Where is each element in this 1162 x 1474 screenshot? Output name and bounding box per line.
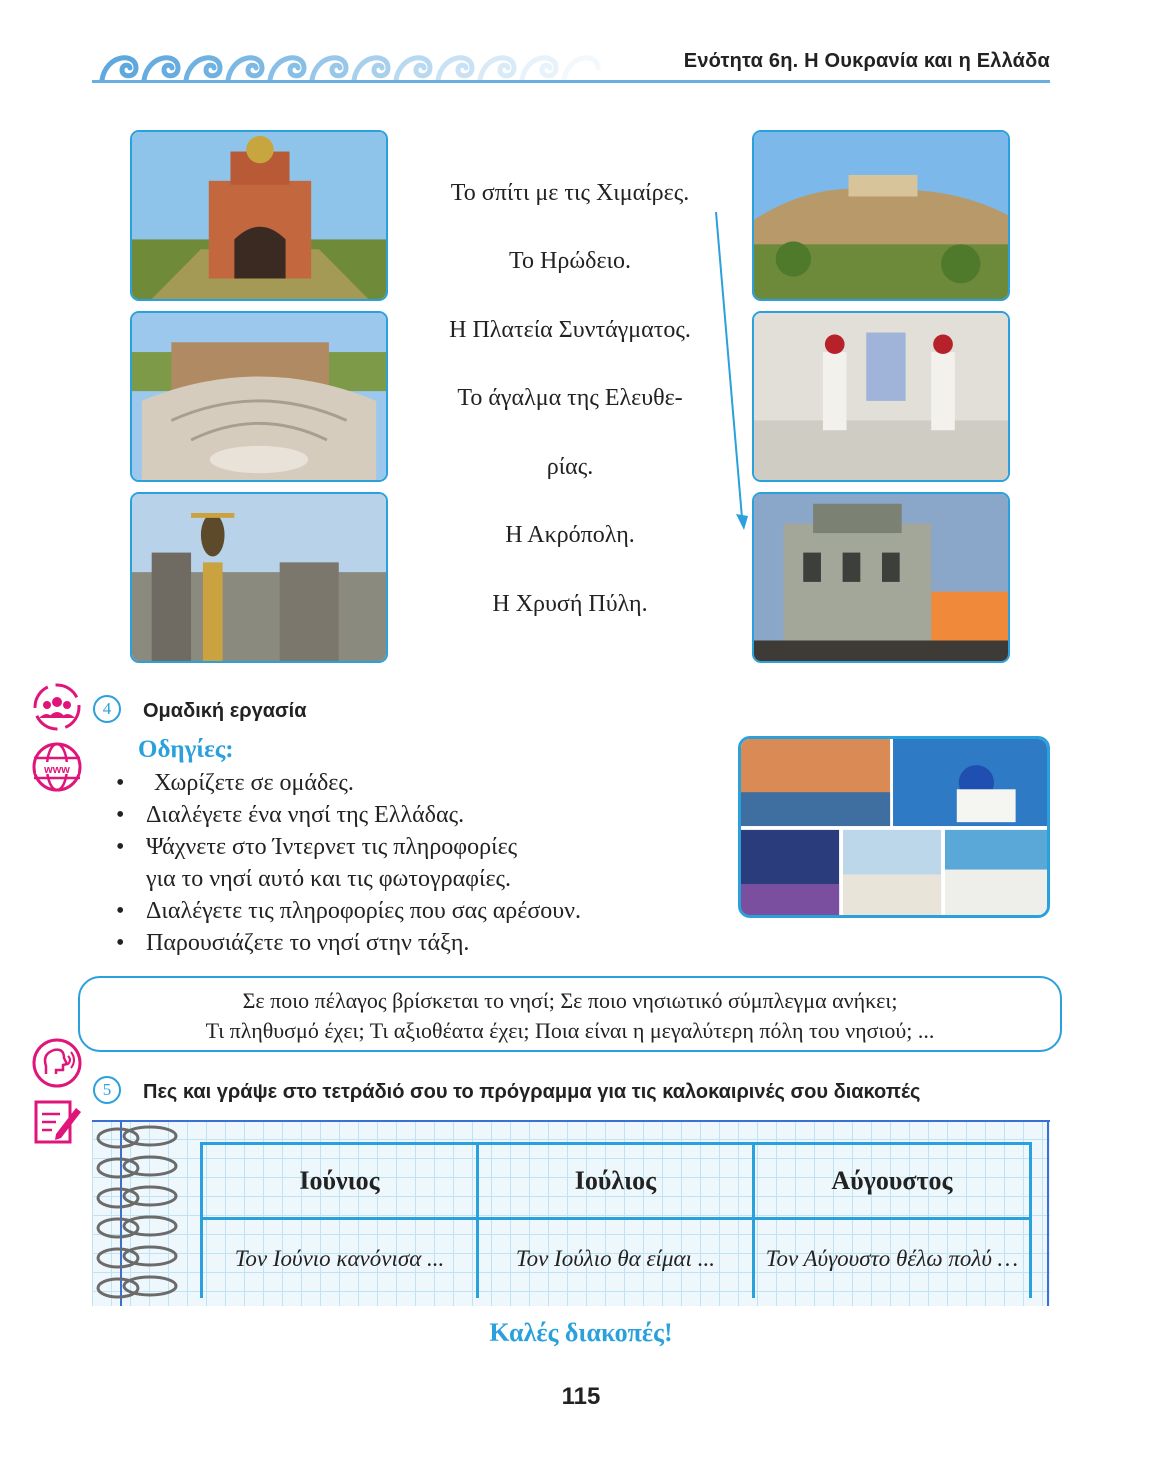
summer-plan-table (200, 1142, 1032, 1298)
notebook-right-line (1047, 1120, 1049, 1306)
photo-syntagma-guards (752, 311, 1010, 482)
question-line-2: Τι πληθυσμό έχει; Τι αξιοθέατα έχει; Ποια είναι η μεγαλύτερη πόλη του νησιού; ... (205, 1018, 935, 1043)
photo-independence-monument (130, 492, 388, 663)
chapter-title: Ενότητα 6η. Η Ουκρανία και η Ελλάδα (683, 50, 1050, 72)
photo-greek-islands-collage (738, 736, 1050, 918)
section-5-number: 5 (93, 1076, 121, 1104)
photo-herodeion (130, 311, 388, 482)
list-item-continuation: για το νησί αυτό και τις φωτογραφίες. (146, 866, 512, 892)
match-item-chimaeras: Το σπίτι με τις Χιμαίρες. (450, 180, 690, 206)
instructions-list (112, 767, 752, 959)
closing-greeting: Καλές διακοπές! (489, 1318, 673, 1347)
sentence-starter: Τον Ιούλιο θα είμαι ... (477, 1219, 753, 1299)
group-work-icon (30, 680, 84, 734)
photo-acropolis (752, 130, 1010, 301)
header-wave-ornament (92, 44, 612, 84)
list-item: • Διαλέγετε τις πληροφορίες που σας αρέσουν. (112, 895, 752, 927)
header-rule (92, 80, 1050, 83)
photo-golden-gate (130, 130, 388, 301)
page-number: 115 (561, 1383, 601, 1410)
instructions-title: Οδηγίες: (138, 736, 234, 763)
table-header-row (202, 1144, 1031, 1219)
match-item-liberty-statue: Το άγαλμα της Ελευθε- (457, 385, 683, 411)
writing-pad-icon (30, 1094, 84, 1148)
list-item: • Χωρίζετε σε ομάδες. (112, 767, 752, 799)
question-line-1: Σε ποιο πέλαγος βρίσκεται το νησί; Σε ποιο νησιωτικό σύμπλεγμα ανήκει; (242, 988, 898, 1013)
match-item-golden-gate: Η Χρυσή Πύλη. (492, 591, 648, 617)
list-item: • Παρουσιάζετε το νησί στην τάξη. (112, 927, 752, 959)
notebook-spiral (88, 1124, 184, 1304)
match-item-syntagma: Η Πλατεία Συντάγματος. (449, 317, 691, 343)
month-header: Ιούνιος (202, 1144, 478, 1219)
www-icon (30, 740, 84, 794)
section-4-title: Ομαδική εργασία (143, 700, 307, 722)
sentence-starter: Τον Αύγουστο θέλω πολύ … (753, 1219, 1030, 1299)
sentence-starter: Τον Ιούνιο κανόνισα ... (202, 1219, 478, 1299)
list-item: • Ψάχνετε στο Ίντερνετ τις πληροφορίες (112, 831, 752, 863)
speaking-head-icon (30, 1036, 84, 1090)
section-4-number: 4 (93, 695, 121, 723)
match-item-herodeion: Το Ηρώδειο. (509, 248, 631, 274)
photo-house-with-chimaeras (752, 492, 1010, 663)
month-header: Αύγουστος (753, 1144, 1030, 1219)
svg-text:www: www (44, 764, 70, 776)
month-header: Ιούλιος (477, 1144, 753, 1219)
list-item: • Διαλέγετε ένα νησί της Ελλάδας. (112, 799, 752, 831)
match-item-liberty-statue-cont: ρίας. (546, 454, 594, 480)
match-item-acropolis: Η Ακρόπολη. (505, 522, 635, 548)
guiding-questions-box (78, 976, 1062, 1052)
table-row (202, 1219, 1031, 1299)
notebook-top-line (92, 1120, 1050, 1122)
section-5-title: Πες και γράψε στο τετράδιό σου το πρόγραμμα για τις καλοκαιρινές σου διακοπές (143, 1081, 921, 1103)
